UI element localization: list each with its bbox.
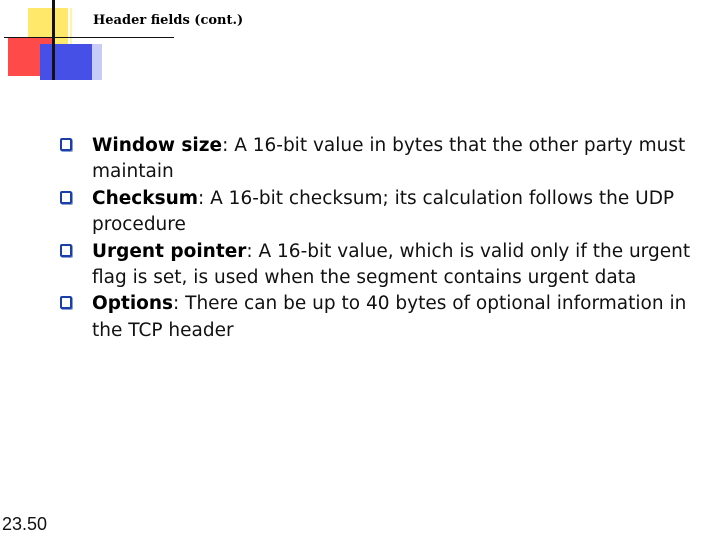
bullet-urgent-pointer [58,239,698,292]
bullet-text: : A 16-bit checksum; its calculation follows the UDP procedure [92,187,675,236]
checkbox-bullet-icon [60,244,72,257]
decor-blue-square [40,44,92,80]
bullet-term: Checksum [92,187,199,209]
bullet-term: Options [92,293,174,315]
bullet-window-size [58,133,698,186]
bullet-text: : There can be up to 40 bytes of optional information in the TCP header [92,293,687,341]
page-number: 23.50 [2,514,48,534]
checkbox-bullet-icon [60,296,72,309]
bullet-term: Window size [92,135,223,156]
decor-horizontal-line [4,37,174,38]
bullet-text: : A 16-bit value in bytes that the other party must maintain [92,135,686,183]
checkbox-bullet-icon [60,191,72,204]
bullet-term: Urgent pointer [92,240,247,262]
decor-yellow-edge [70,8,72,48]
bullet-list [58,133,698,344]
bullet-options [58,291,698,344]
decor-vertical-line [52,0,55,80]
slide-title: Header fields (cont.) [93,13,244,28]
checkbox-bullet-icon [60,138,72,151]
bullet-text: : A 16-bit value, which is valid only if the urgent flag is set, is used when the segment contains urgent data [92,240,691,289]
bullet-checksum [58,186,698,239]
decor-blue-fade [92,44,102,80]
